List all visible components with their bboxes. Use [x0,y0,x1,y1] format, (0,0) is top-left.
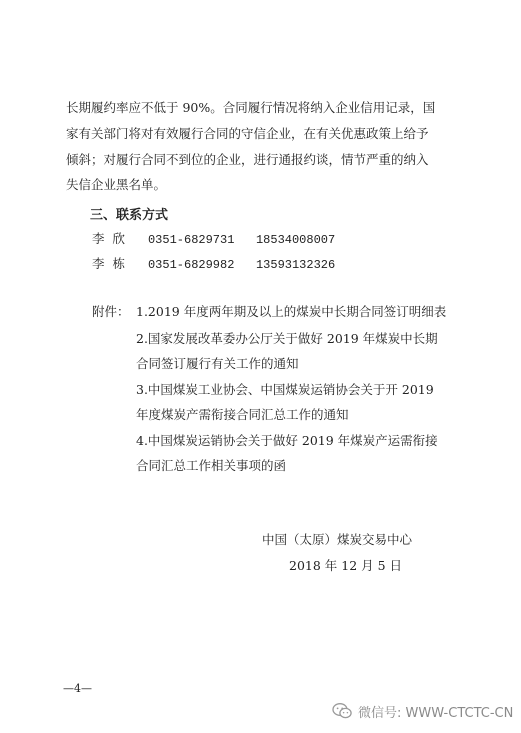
body-line-2: 家有关部门将对有效履行合同的守信企业，在有关优惠政策上给予 [66,126,429,141]
attachment-item-2: 2.国家发展改革委办公厅关于做好 2019 年煤炭中长期 [136,331,438,346]
contact-row-2 [92,254,335,272]
attachment-item-4: 4.中国煤炭运销协会关于做好 2019 年煤炭产运需衔接 [136,433,438,448]
body-line-4: 失信企业黑名单。 [66,177,167,192]
attachment-item-4-cont: 合同汇总工作相关事项的函 [136,458,287,473]
body-line-1: 长期履约率应不低于 90%。合同履行情况将纳入企业信用记录，国 [66,100,436,115]
signature-organization: 中国（太原）煤炭交易中心 [262,532,413,547]
watermark-text: 微信号: WWW-CTCTC-CN [358,705,514,721]
contact-mobile: 13593132326 [255,258,336,272]
wechat-icon [332,702,352,720]
section-heading-contact: 三、联系方式 [90,208,169,223]
contact-telephone: 0351-6829731 [147,233,235,247]
attachment-item-3-cont: 年度煤炭产需衔接合同汇总工作的通知 [136,407,349,422]
contact-telephone: 0351-6829982 [147,258,235,272]
attachments-label: 附件： [92,304,130,319]
attachment-item-3: 3.中国煤炭工业协会、中国煤炭运销协会关于开 2019 [136,382,434,397]
attachment-item-1: 1.2019 年度两年期及以上的煤炭中长期合同签订明细表 [136,304,447,319]
signature-date: 2018 年 12 月 5 日 [289,558,403,573]
wechat-watermark [332,700,513,722]
contact-name: 李欣 [92,231,134,246]
attachment-item-2-cont: 合同签订履行有关工作的通知 [136,356,299,371]
contact-row-1 [92,229,335,247]
contact-mobile: 18534008007 [255,233,336,247]
contact-name: 李栋 [92,256,134,271]
page-number: —4— [63,682,92,695]
body-line-3: 倾斜；对履行合同不到位的企业，进行通报约谈，情节严重的纳入 [66,152,429,167]
